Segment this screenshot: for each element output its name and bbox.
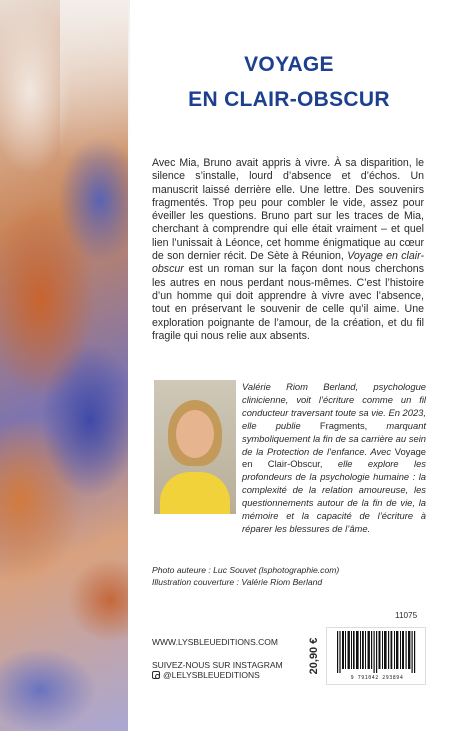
author-photo — [154, 380, 236, 514]
bio-text-1: Valérie Riom Berland, psychologue clinicienne, voit l’écriture comme un fil conducteur traversant toute sa vie. En 2023, elle publie — [242, 381, 426, 431]
photo-credit: Photo auteure : Luc Souvet (lsphotographie.com) — [152, 565, 340, 575]
blurb-text-1: Avec Mia, Bruno avait appris à vivre. À sa disparition, le silence s’installe, lourd d’absence et d’échos. Un manuscrit laissé derrière elle. Une lettre. Des souvenirs fragmentés. Trop peu pour combler le vide, assez pour éveiller les questions. Bruno part sur les traces de Mia, cherchant à comprendre qui elle était vraiment – et quel lien l’unissait à Léonce, cet homme énigmatique au cœur de son dernier récit. De Sète à Réunion, — [152, 157, 424, 263]
cover-illustration — [0, 0, 128, 731]
instagram-label: SUIVEZ-NOUS SUR INSTAGRAM — [152, 660, 283, 670]
bio-text-3: elle explore les profondeurs de la psychologie humaine : la complexité de la relation amoureuse, les questionnements autour de la fin de vie, la mémoire et la capacité de l’écriture à réparer les blessures de l’âme. — [242, 458, 426, 534]
blurb-text-2: est un roman sur la façon dont nous cherchons les autres en nous perdant nous-mêmes. C’est l’histoire d’un homme qui doit apprendre à vivre avec l’absence, tout en préservant le souvenir de celle qu’il aime. Une exploration poignante de l’amour, de la création, et du fil fragile qui nous relie aux absents. — [152, 263, 424, 342]
isbn-digits: 9 791042 293894 — [350, 675, 404, 681]
instagram-handle: @LELYSBLEUEDITIONS — [163, 670, 260, 680]
isbn-barcode — [326, 627, 426, 685]
publisher-code: 11075 — [395, 611, 418, 620]
price — [305, 628, 323, 684]
publisher-website: WWW.LYSBLEUEDITIONS.COM — [152, 637, 278, 647]
bio-text-2: marquant symboliquement la fin de sa carrière au sein de la Protection de l’enfance. Avec — [242, 419, 427, 457]
illustration-highlight — [60, 0, 130, 160]
credits — [152, 564, 339, 589]
author-bio — [242, 381, 426, 536]
bio-book-2: Voyage en Clair-Obscur, — [242, 445, 427, 470]
barcode-bars — [337, 631, 417, 673]
back-cover-blurb — [152, 157, 424, 343]
bio-book-1: Fragments, — [319, 419, 368, 431]
instagram-handle-row — [152, 670, 260, 680]
instagram-icon — [152, 671, 160, 679]
illustration-credit: Illustration couverture : Valérie Riom Berland — [152, 577, 323, 588]
book-title-line1: VOYAGE — [244, 53, 334, 76]
blurb-book-title: Voyage en clair-obscur — [152, 250, 424, 276]
book-title-line2: EN CLAIR-OBSCUR — [188, 88, 390, 111]
price-label: 20,90 € — [308, 637, 320, 675]
